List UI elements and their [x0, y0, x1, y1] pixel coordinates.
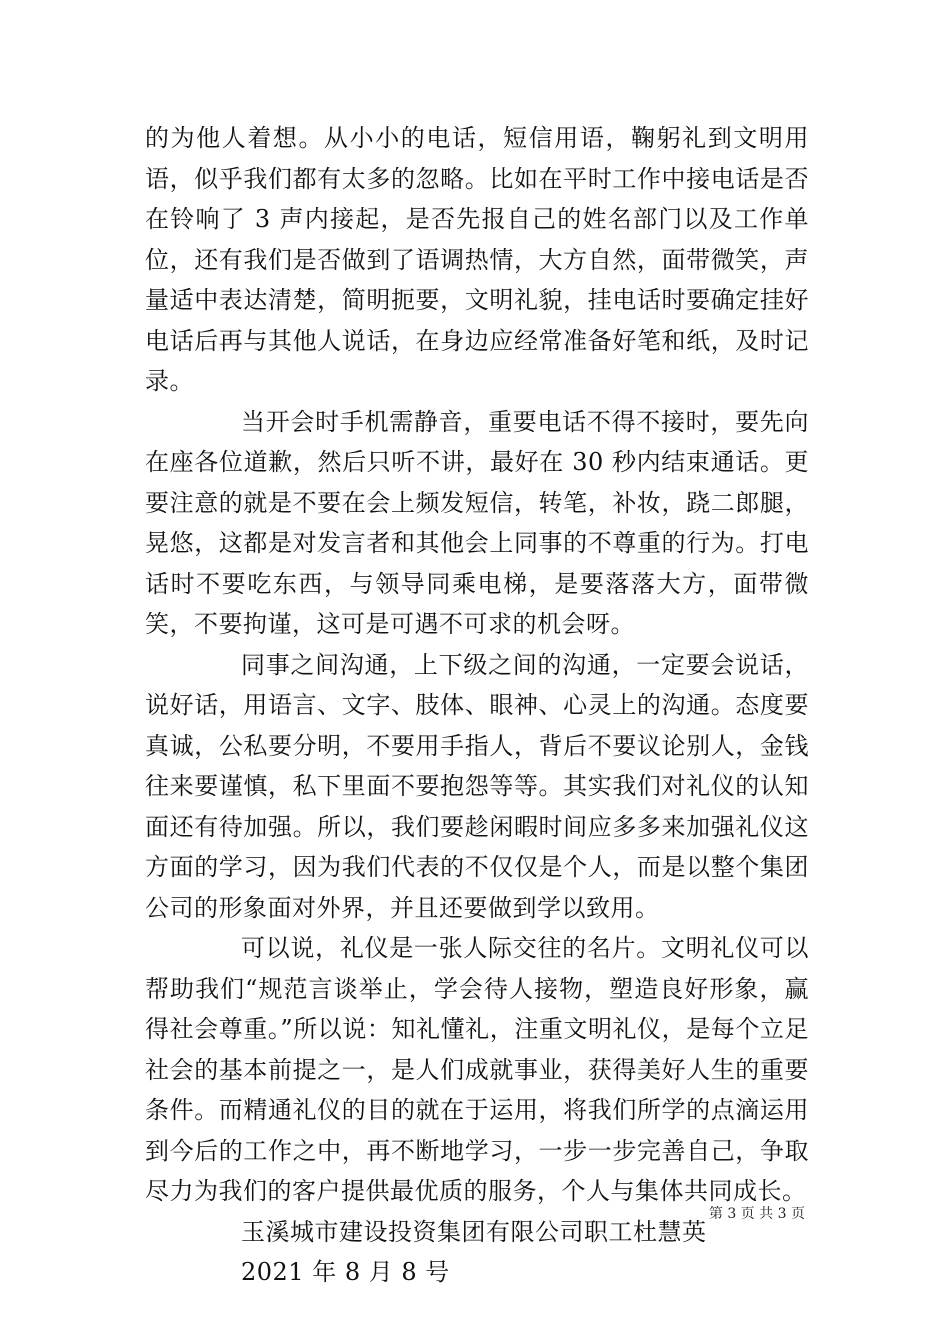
- date-line: 2021 年 8 月 8 号: [241, 1258, 450, 1286]
- paragraph-3: 同事之间沟通，上下级之间的沟通，一定要会说话，说好话，用语言、文字、肢体、眼神、心灵上的沟通。态度要真诚，公私要分明，不要用手指人，背后不要议论别人，金钱往来要谨慎，私下里面不要抱怨等等。其实我们对礼仪的认知面还有待加强。所以，我们要趁闲暇时间应多多来加强礼仪这方面的学习，因为我们代表的不仅仅是个人，而是以整个集团公司的形象面对外界，并且还要做到学以致用。: [145, 650, 809, 922]
- paragraph-1: 的为他人着想。从小小的电话，短信用语，鞠躬礼到文明用语，似乎我们都有太多的忽略。比如在平时工作中接电话是否在铃响了 3 声内接起，是否先报自己的姓名部门以及工作单位，还有我们是否做到了语调热情，大方自然，面带微笑，声量适中表达清楚，简明扼要，文明礼貌，挂电话时要确定挂好电话后再与其他人说话，在身边应经常准备好笔和纸，及时记录。: [145, 124, 809, 395]
- paragraph-4: 可以说，礼仪是一张人际交往的名片。文明礼仪可以帮助我们“规范言谈举止，学会待人接物，塑造良好形象，赢得社会尊重。”所以说：知礼懂礼，注重文明礼仪，是每个立足社会的基本前提之一，是人们成就事业，获得美好人生的重要条件。而精通礼仪的目的就在于运用，将我们所学的点滴运用到今后的工作之中，再不断地学习，一步一步完善自己，争取尽力为我们的客户提供最优质的服务，个人与集体共同成长。: [145, 934, 809, 1205]
- page-footer: 第 3 页 共 3 页: [708, 1206, 805, 1222]
- paragraph-2: 当开会时手机需静音，重要电话不得不接时，要先向在座各位道歉，然后只听不讲，最好在 30 秒内结束通话。更要注意的就是不要在会上频发短信，转笔，补妆，跷二郎腿，晃悠，这都是对发言者和其他会上同事的不尊重的行为。打电话时不要吃东西，与领导同乘电梯，是要落落大方，面带微笑，不要拘谨，这可是可遇不可求的机会呀。: [145, 407, 809, 638]
- signature-line: 玉溪城市建设投资集团有限公司职工杜慧英: [241, 1217, 707, 1246]
- document-body: [145, 118, 809, 1293]
